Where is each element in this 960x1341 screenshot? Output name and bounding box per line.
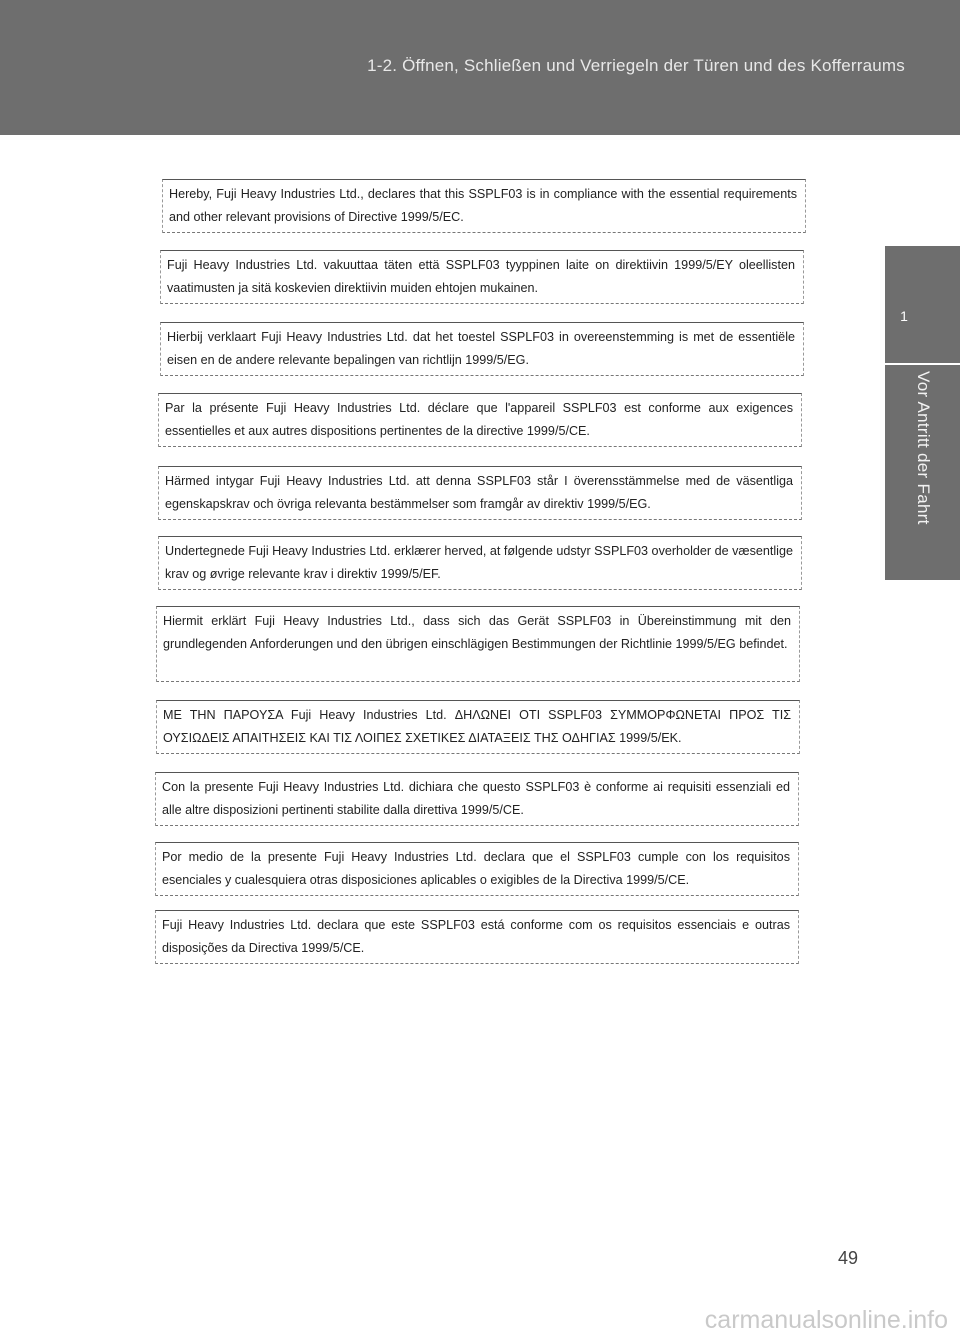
declaration-swedish: Härmed intygar Fuji Heavy Industries Ltd. att denna SSPLF03 står I överensstämmelse med de väsentliga egenskapskrav och övriga relevanta bestämmelser som framgår av direktiv 1999/5/EG. <box>158 466 802 520</box>
chapter-number: 1 <box>900 308 908 324</box>
declaration-portuguese: Fuji Heavy Industries Ltd. declara que este SSPLF03 está conforme com os requisitos essenciais e outras disposições da Directiva 1999/5/CE. <box>155 910 799 964</box>
declaration-dutch: Hierbij verklaart Fuji Heavy Industries Ltd. dat het toestel SSPLF03 in overeenstemming is met de essentiële eisen en de andere relevante bepalingen van richtlijn 1999/5/EG. <box>160 322 804 376</box>
chapter-number-tab <box>885 246 960 363</box>
declaration-german: Hiermit erklärt Fuji Heavy Industries Ltd., dass sich das Gerät SSPLF03 in Übereinstimmung mit den grundlegenden Anforderungen und den übrigen einschlägigen Bestimmungen der Richtlinie 1999/5/EG befindet. <box>156 606 800 682</box>
declaration-greek: ΜΕ ΤΗΝ ΠΑΡΟΥΣΑ Fuji Heavy Industries Ltd. ΔΗΛΩΝΕΙ ΟΤΙ SSPLF03 ΣΥΜΜΟΡΦΩΝΕΤΑΙ ΠΡΟΣ ΤΙΣ ΟΥΣΙΩΔΕΙΣ ΑΠΑΙΤΗΣΕΙΣ ΚΑΙ ΤΙΣ ΛΟΙΠΕΣ ΣΧΕΤΙΚΕΣ ΔΙΑΤΑΞΕΙΣ ΤΗΣ ΟΔΗΓΙΑΣ 1999/5/ΕΚ. <box>156 700 800 754</box>
chapter-label: Vor Antritt der Fahrt <box>914 371 933 525</box>
declaration-english: Hereby, Fuji Heavy Industries Ltd., declares that this SSPLF03 is in compliance with the essential requirements and other relevant provisions of Directive 1999/5/EC. <box>162 179 806 233</box>
section-title: 1-2. Öffnen, Schließen und Verriegeln der Türen und des Kofferraums <box>367 56 905 75</box>
declaration-finnish: Fuji Heavy Industries Ltd. vakuuttaa täten että SSPLF03 tyyppinen laite on direktiivin 1999/5/EY oleellisten vaatimusten ja sitä koskevien direktiivin muiden ehtojen mukainen. <box>160 250 804 304</box>
declaration-spanish: Por medio de la presente Fuji Heavy Industries Ltd. declara que el SSPLF03 cumple con los requisitos esenciales y cualesquiera otras disposiciones aplicables o exigibles de la Directiva 1999/5/CE. <box>155 842 799 896</box>
declaration-danish: Undertegnede Fuji Heavy Industries Ltd. erklærer herved, at følgende udstyr SSPLF03 overholder de væsentlige krav og øvrige relevante krav i direktiv 1999/5/EF. <box>158 536 802 590</box>
header-bar <box>0 0 960 135</box>
declaration-french: Par la présente Fuji Heavy Industries Ltd. déclare que l'appareil SSPLF03 est conforme aux exigences essentielles et aux autres dispositions pertinentes de la directive 1999/5/CE. <box>158 393 802 447</box>
declaration-italian: Con la presente Fuji Heavy Industries Ltd. dichiara che questo SSPLF03 è conforme ai requisiti essenziali ed alle altre disposizioni pertinenti stabilite dalla direttiva 1999/5/CE. <box>155 772 799 826</box>
page-number: 49 <box>838 1248 859 1268</box>
chapter-label-tab <box>885 365 960 580</box>
watermark: carmanualsonline.info <box>704 1306 948 1334</box>
